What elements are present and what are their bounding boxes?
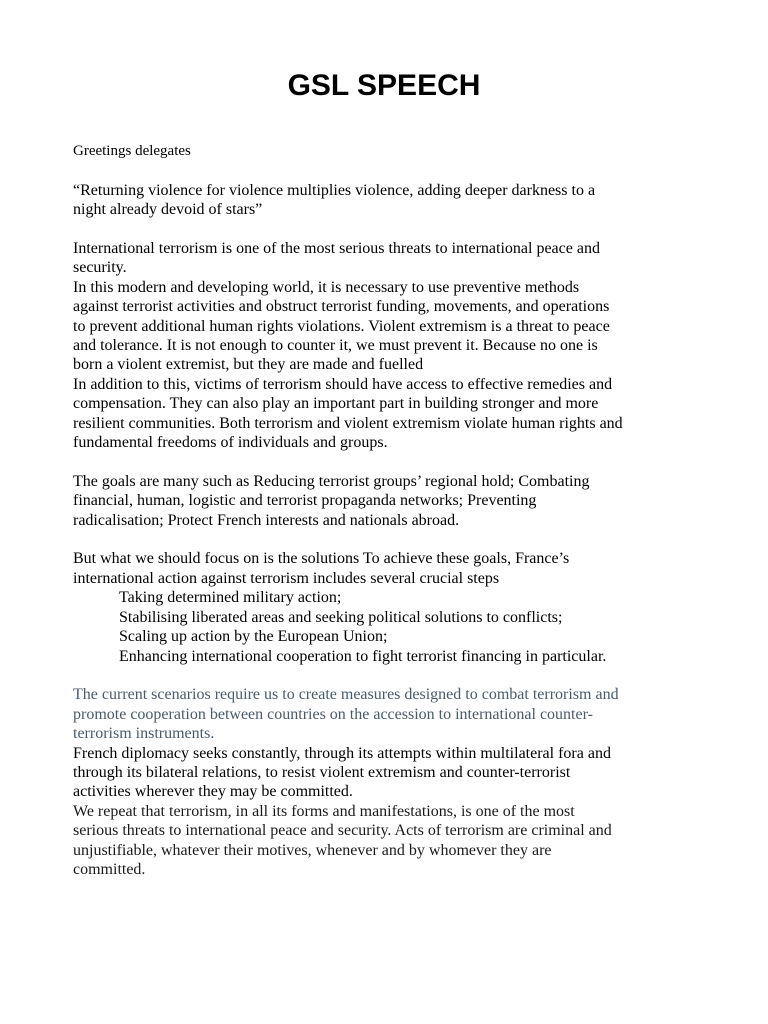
spacer bbox=[73, 220, 713, 239]
spacer bbox=[73, 666, 713, 685]
opening-quote: “Returning violence for violence multiplies violence, adding deeper darkness to a night already devoid of stars” bbox=[73, 181, 596, 219]
paragraph-diplomacy: French diplomacy seeks constantly, through its attempts within multilateral fora and through its bilateral relations, to resist violent extremism and counter-terrorist activities wherever they may be committed. bbox=[73, 744, 611, 801]
greeting-text: Greetings delegates bbox=[73, 143, 191, 159]
paragraph-solutions: But what we should focus on is the solutions To achieve these goals, France’s international action against terrorism includes several crucial steps bbox=[73, 550, 570, 587]
paragraph-prevention: In this modern and developing world, it is necessary to use preventive methods against terrorist activities and obstruct terrorist funding, movements, and operations to prevent additional human rights violations. Violent extremism is a threat to peace and tolerance. It is not enough to counter it, we must prevent it. Because no one is born a violent extremist, but they are made and fuelled bbox=[73, 278, 610, 374]
step-item: Scaling up action by the European Union; bbox=[119, 628, 388, 646]
spacer bbox=[73, 161, 713, 180]
paragraph-victims: In addition to this, victims of terrorism should have access to effective remedies and compensation. They can also play an important part in building stronger and more resilient communities. Both terrorism and violent extremism violate human rights and fundamental freedoms of individuals and groups. bbox=[73, 375, 623, 452]
step-item: Taking determined military action; bbox=[119, 589, 342, 607]
step-item: Stabilising liberated areas and seeking political solutions to conflicts; bbox=[119, 608, 563, 626]
spacer bbox=[73, 452, 713, 471]
page-title: GSL SPEECH bbox=[287, 69, 481, 102]
paragraph-scenarios: The current scenarios require us to create measures designed to combat terrorism and promote cooperation between countries on the accession to international counter- terrorism instruments. bbox=[73, 686, 619, 743]
paragraph-goals: The goals are many such as Reducing terrorist groups’ regional hold; Combating financial, human, logistic and terrorist propaganda networks; Preventing radicalisation; Protect French interests and nationals abroad. bbox=[73, 472, 590, 529]
paragraph-conclusion: We repeat that terrorism, in all its forms and manifestations, is one of the most serious threats to international peace and security. Acts of terrorism are criminal and unjustifiable, whatever their motives, whenever and by whomever they are committed. bbox=[73, 802, 612, 878]
spacer bbox=[73, 530, 713, 549]
paragraph-threat: International terrorism is one of the most serious threats to international peace and security. bbox=[73, 240, 600, 277]
step-item: Enhancing international cooperation to fight terrorist financing in particular. bbox=[119, 647, 607, 665]
speech-body bbox=[73, 142, 713, 879]
